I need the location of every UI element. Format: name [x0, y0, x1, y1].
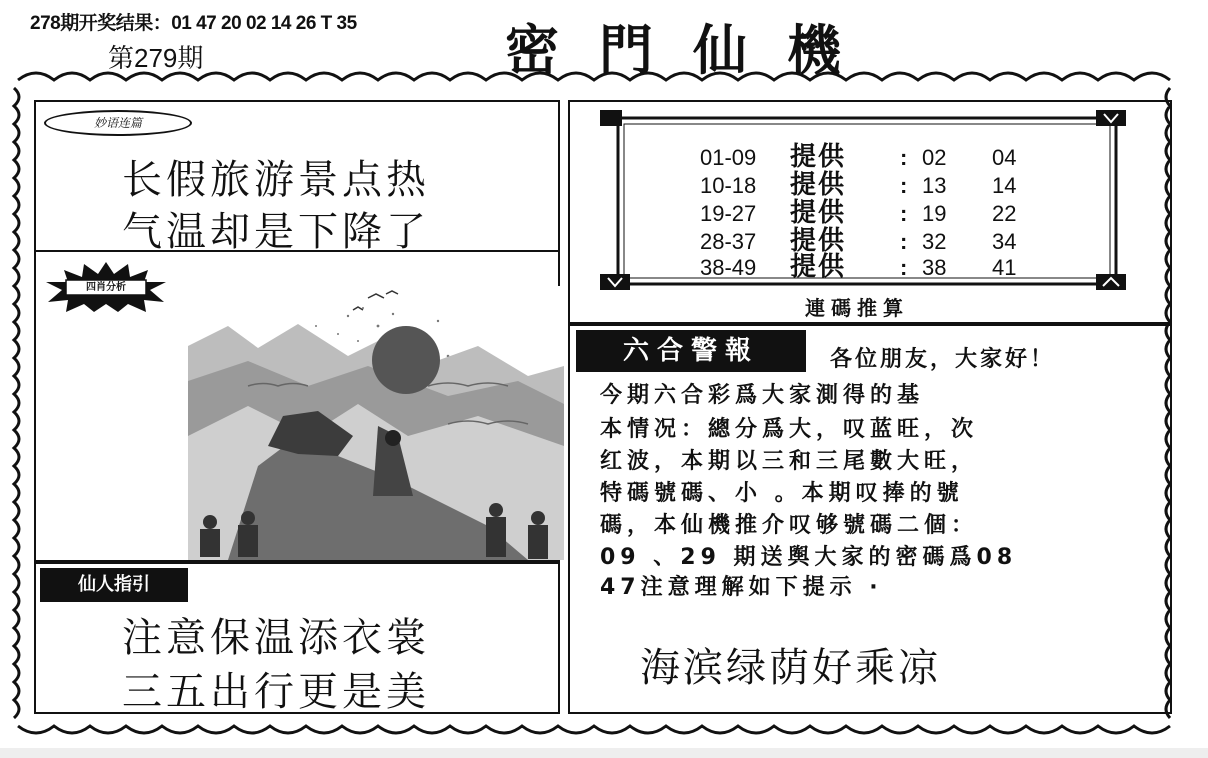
range-row-n1: 13: [922, 173, 947, 198]
forecast-line-4: 特碼號碼、小 。本期叹捧的號: [600, 481, 964, 506]
range-row-range: 01-09: [700, 145, 757, 170]
issue-number: 第279期: [108, 43, 204, 73]
range-row-label: 提供: [790, 170, 847, 200]
range-row-n2: 14: [992, 173, 1017, 198]
section-tag-oval: 妙语连篇: [44, 110, 192, 136]
range-row-range: 28-37: [700, 229, 757, 254]
range-row-n2: 34: [992, 229, 1017, 254]
range-row: [700, 246, 1042, 283]
bottom-strip: [0, 748, 1208, 758]
range-row-n1: 32: [922, 229, 947, 254]
range-row-n1: 38: [922, 255, 947, 280]
forecast-line-5: 碼，本仙機推介叹够號碼二個：: [600, 513, 979, 538]
badge-label: 四肖分析: [86, 282, 126, 293]
forecast-line-7: 47注意理解如下提示 ·: [600, 575, 883, 600]
range-row-label: 提供: [790, 226, 847, 256]
range-row-range: 38-49: [700, 255, 757, 280]
range-table-footer: 連碼推算: [805, 296, 909, 320]
forecast-line-3: 红波，本期以三和三尾數大旺，: [600, 449, 979, 474]
range-row-sep: :: [900, 255, 908, 280]
liuhe-alert-tag: 六合警報: [576, 330, 806, 372]
poem-bottom-line-2: 三五出行更是美: [122, 669, 430, 715]
range-row-sep: :: [900, 173, 908, 198]
range-row-n1: 02: [922, 145, 947, 170]
forecast-line-6: 09 、29 期送舆大家的密碼爲08: [600, 545, 1018, 570]
guidance-tag: 仙人指引: [40, 568, 188, 602]
forecast-line-1: 今期六合彩爲大家測得的基: [600, 383, 925, 408]
last-result-line: 278期开奖结果：01 47 20 02 14 26 T 35: [30, 13, 357, 34]
landscape-illustration: [188, 286, 564, 560]
range-row-sep: :: [900, 229, 908, 254]
page-title: 密門仙機: [505, 18, 881, 82]
range-row-range: 10-18: [700, 173, 757, 198]
range-row-label: 提供: [790, 142, 847, 172]
starburst-badge: [44, 262, 168, 312]
range-row-n2: 04: [992, 145, 1017, 170]
range-row-n2: 41: [992, 255, 1017, 280]
greeting-text: 各位朋友，大家好！: [830, 347, 1056, 372]
poem-top-line-1: 长假旅游景点热: [122, 157, 430, 203]
range-row-n1: 19: [922, 201, 947, 226]
range-row-n2: 22: [992, 201, 1017, 226]
range-row-label: 提供: [790, 198, 847, 228]
range-row-sep: :: [900, 145, 908, 170]
poem-top-line-2: 气温却是下降了: [122, 209, 430, 255]
poem-bottom-line-1: 注意保温添衣裳: [122, 615, 430, 661]
range-row-range: 19-27: [700, 201, 757, 226]
range-row-sep: :: [900, 201, 908, 226]
hint-poem-line: 海滨绿荫好乘凉: [640, 645, 941, 691]
forecast-line-2: 本情况：總分爲大，叹蓝旺，次: [600, 417, 979, 442]
range-row-label: 提供: [790, 252, 847, 282]
